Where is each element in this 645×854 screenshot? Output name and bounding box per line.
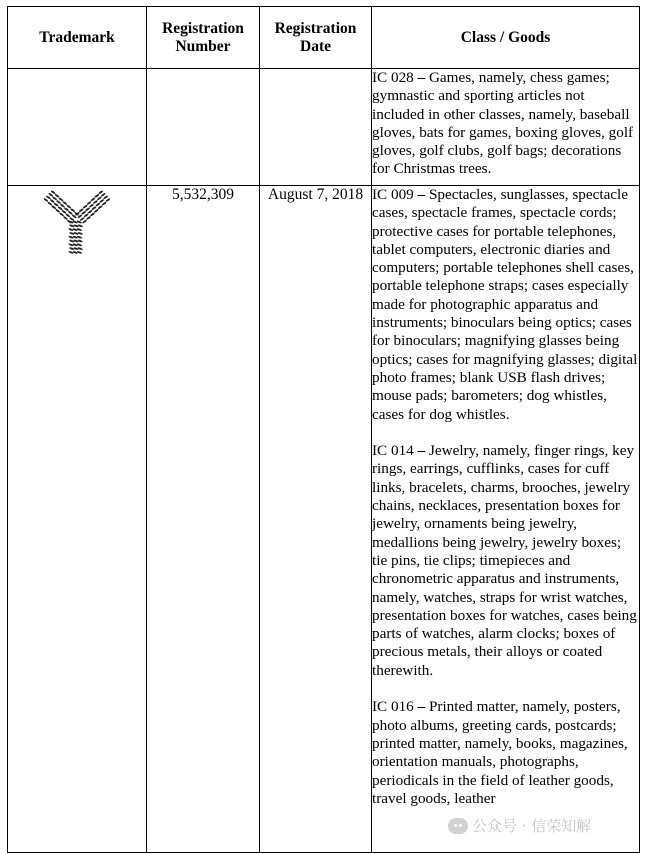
trademark-cell [8, 186, 147, 853]
trademark-logo-icon [40, 186, 114, 256]
watermark [448, 815, 591, 836]
goods-class-paragraph: IC 016 – Printed matter, namely, posters, photo albums, greeting cards, postcards; printed matter, namely, books, magazines, orientation manuals, photographs, periodicals in the field of leather goods, travel goods, leather [372, 698, 628, 807]
goods-class-paragraph: IC 014 – Jewelry, namely, finger rings, key rings, earrings, cufflinks, cases for cuff links, bracelets, charms, brooches, jewelry chains, necklaces, presentation boxes for jewelry, ornaments being jewelry, medallions being jewelry, jewelry boxes; tie pins, tie clips; timepieces and chronometric apparatus and instruments, namely, watches, straps for wrist watches, presentation boxes for watches, cases being parts of watches, alarm clocks; boxes of precious metals, their alloys or coated therewith. [372, 442, 637, 679]
class-goods-cell [372, 186, 640, 853]
class-goods-cell [372, 69, 640, 186]
table-header-row [8, 7, 640, 69]
wechat-icon [448, 818, 468, 834]
goods-class-paragraph: IC 009 – Spectacles, sunglasses, spectacle cases, spectacle frames, spectacle cords; protective cases for portable telephones, tablet computers, electronic diaries and computers; portable telephones shell cases, portable telephone straps; cases especially made for photographic apparatus and instruments; binoculars being optics; cases for binoculars; magnifying glasses being optics; cases for magnifying glasses; digital photo frames; blank USB flash drives; mouse pads; barometers; dog whistles, cases for dog whistles. [372, 186, 638, 423]
watermark-text: 公众号 · 信荣知解 [472, 817, 592, 835]
trademark-cell [8, 69, 147, 186]
header-trademark: Trademark [8, 7, 147, 69]
header-registration-date: Registration Date [260, 7, 372, 69]
table-row [8, 69, 640, 186]
registration-date-cell [260, 69, 372, 186]
registration-number-cell [147, 69, 260, 186]
header-registration-number: Registration Number [147, 7, 260, 69]
registration-number-cell: 5,532,309 [147, 186, 260, 853]
registration-date-cell: August 7, 2018 [260, 186, 372, 853]
header-class-goods: Class / Goods [372, 7, 640, 69]
goods-class-paragraph: IC 028 – Games, namely, chess games; gymnastic and sporting articles not included in other classes, namely, baseball gloves, bats for games, boxing gloves, golf gloves, golf clubs, golf bags; decorations for Christmas trees. [372, 69, 634, 178]
trademark-registration-table [7, 6, 640, 853]
table-row [8, 186, 640, 853]
